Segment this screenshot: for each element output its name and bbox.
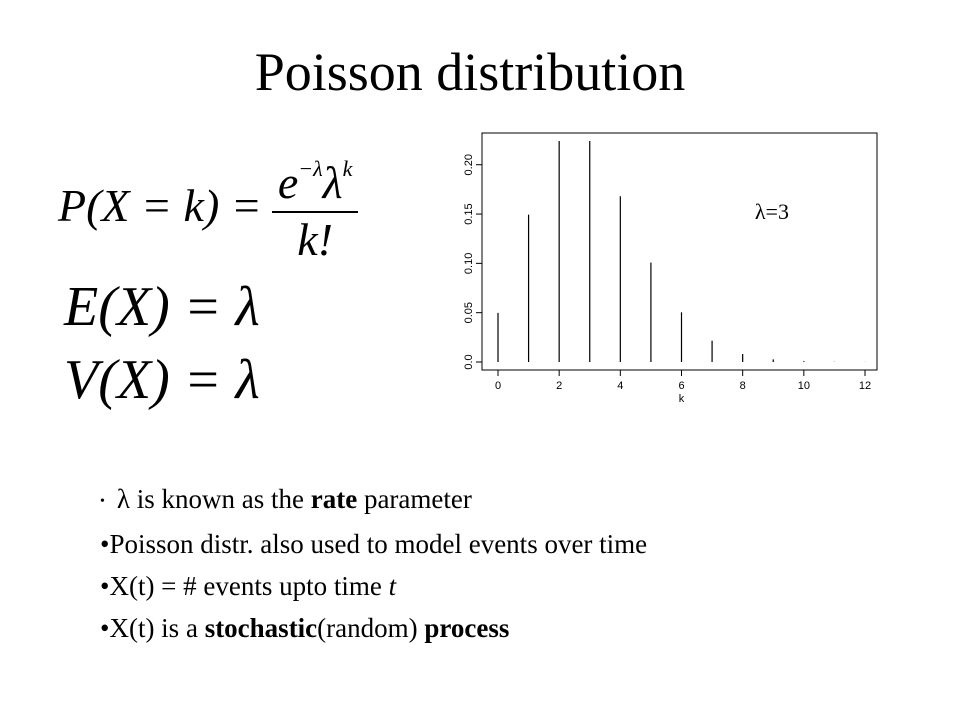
x-tick-label: 4 [617,380,624,392]
pmf-lambda-exponent: k [342,156,353,181]
pmf-lhs: P(X = k) = [58,179,262,231]
lambda-annotation: λ=3 [754,199,789,224]
poisson-pmf-formula [58,150,358,265]
b4-bold2: process [424,613,510,643]
b1-bold: rate [310,484,358,514]
x-axis-label: k [678,393,685,405]
slide-title: Poisson distribution [254,42,686,102]
b3-prefix: •X(t) = # events upto time [100,571,382,601]
poisson-bar-chart [440,125,890,410]
mean-formula: E(X) = λ [64,276,260,338]
bullet-item-rate [100,478,647,523]
b1-suffix: parameter [363,484,472,514]
x-tick-label: 10 [797,380,810,392]
bullet-dot: • [100,494,105,509]
x-tick-label: 8 [739,380,746,392]
x-tick-label: 2 [556,380,563,392]
b4-prefix: •X(t) is a [100,613,198,643]
bar-group [498,141,865,362]
pmf-lambda: λ [322,157,343,208]
b4-bold1: stochastic [204,613,318,643]
y-tick-label: 0.10 [463,252,475,275]
pmf-e: e [277,157,299,208]
pmf-fraction [272,143,359,267]
pmf-denominator: k! [297,214,333,265]
x-tick-label: 12 [858,380,872,392]
x-tick-label: 6 [678,380,685,392]
bullet-item-process [100,607,647,649]
b3-italic: t [388,571,397,601]
bullet-list [100,478,647,649]
pmf-e-exponent: −λ [298,156,323,181]
bullet-item-events: •Poisson distr. also used to model events over time [100,529,648,559]
bullet-item-xt [100,565,647,607]
b1-prefix: λ is known as the [116,484,304,514]
x-axis [495,370,871,392]
plot-frame [482,133,877,370]
y-tick-label: 0.20 [463,154,475,176]
y-tick-label: 0.15 [463,203,475,225]
x-tick-label: 0 [494,380,502,392]
pmf-numerator [272,143,359,211]
y-axis [463,154,482,370]
y-tick-label: 0.0 [463,354,475,370]
variance-formula: V(X) = λ [64,349,260,411]
b4-middle: (random) [317,613,418,643]
y-tick-label: 0.05 [463,301,475,324]
